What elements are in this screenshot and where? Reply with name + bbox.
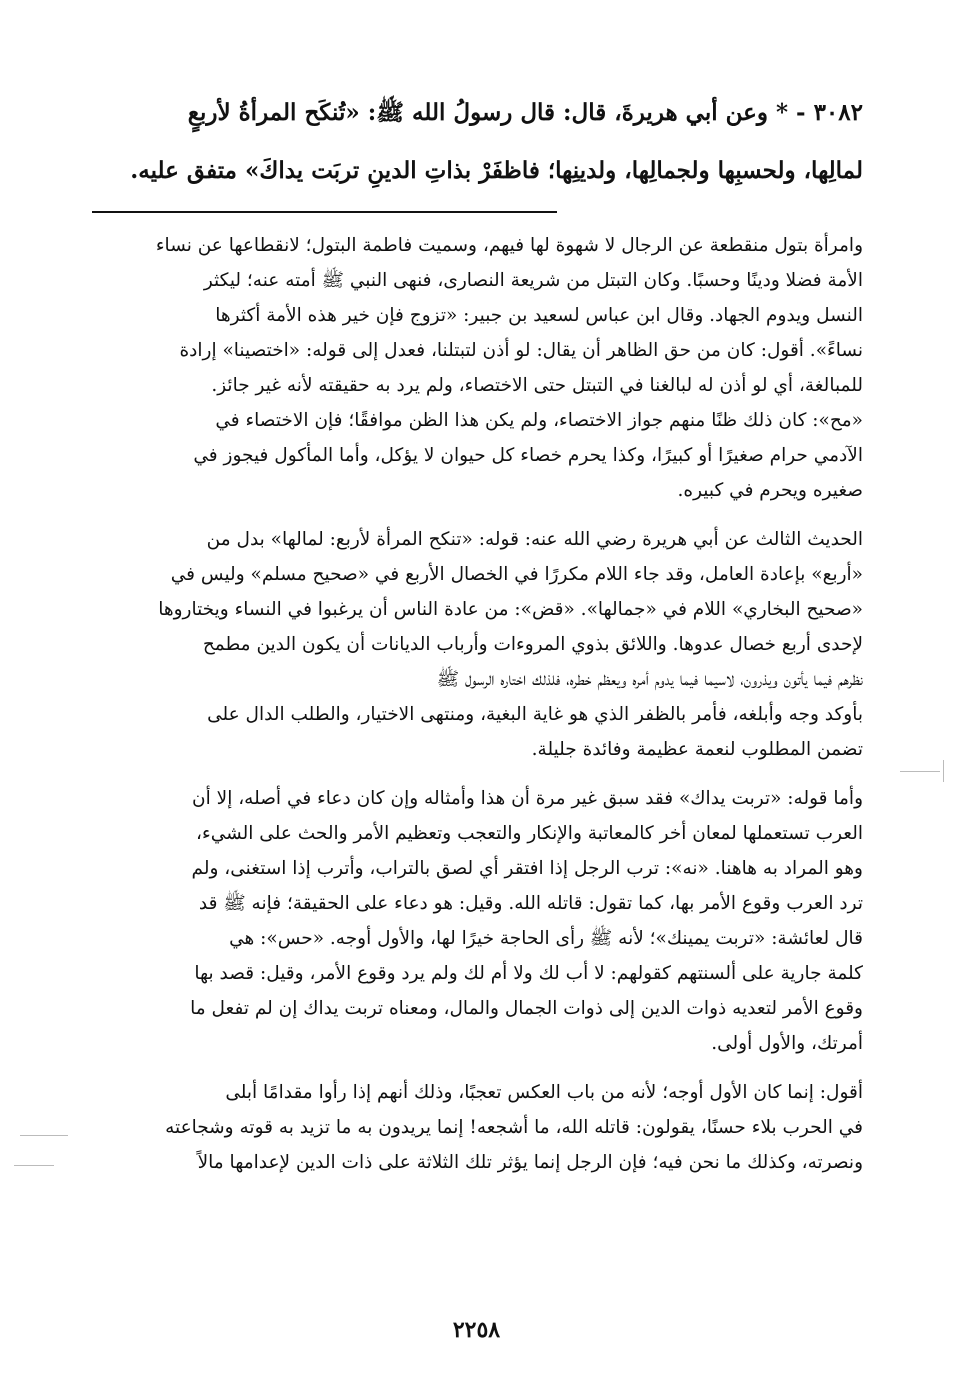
- text-line: الأمة فضلا ودينًا وحسبًا. وكان التبتل من شريعة النصارى، فنهى النبي ﷺ أمته عنه؛ ليكثر: [203, 270, 863, 291]
- text-line: الحديث الثالث عن أبي هريرة رضي الله عنه: قوله: «تنكح المرأة لأربع: لمالها» بدل من: [206, 529, 863, 550]
- text-line: وامرأة بتول منقطعة عن الرجال لا شهوة لها فيهم، وسميت فاطمة البتول؛ لانقطاعها عن نساء: [155, 235, 863, 256]
- text-line: وهو المراد به هاهنا. «نه»: ترب الرجل إذا افتقر أي لصق بالتراب، وأترب إذا استغنى، ولم: [191, 858, 863, 879]
- text-line: بأوكد وجه وأبلغه، فأمر بالظفر الذي هو غاية البغية، ومنتهى الاختيار، والطلب الدال على: [207, 704, 863, 725]
- commentary-paragraph: [92, 781, 863, 1061]
- footnote-divider: [92, 211, 557, 213]
- text-line: نظرهم فيما يأتون ويذرون، لاسيما فيما يدوم أمره ويعظم خطره، فلذلك اختاره الرسول ﷺ: [436, 669, 863, 690]
- text-line: «مح»: كان ذلك ظنًا منهم جواز الاختصاء، ولم يكن هذا الظن موافقًا؛ فإن الاختصاء في: [215, 410, 863, 431]
- text-line: النسل ويدوم الجهاد. وقال ابن عباس لسعيد بن جبير: «تزوج فإن خير هذه الأمة أكثرها: [215, 305, 863, 326]
- hadith-line: لمالِها، ولحسبِها ولجمالِها، ولدينِها؛ فاظفَرْ بذاتِ الدينِ تربَت يداكَ» متفق عليه.: [130, 157, 863, 184]
- text-line: «أربع» بإعادة العامل، وقد جاء اللام مكررًا في الخصال الأربع في «صحيح مسلم» وليس في: [170, 564, 863, 585]
- text-line: كلمة جارية على ألسنتهم كقولهم: لا أب لك ولا أم لك ولم يرد وقوع الأمر، وقيل: قصد بها: [194, 963, 863, 984]
- scan-artifact-tick: [943, 760, 944, 782]
- scan-artifact-mark: [900, 771, 940, 772]
- text-line: «صحيح البخاري» اللام في «جمالها». «قض»: من عادة الناس أن يرغبوا في النساء ويختاروها: [158, 599, 863, 620]
- commentary-paragraph: [92, 228, 863, 508]
- text-line: ترد العرب وقوع الأمر بها، كما تقول: قاتله الله. وقيل: هو دعاء على الحقيقة؛ فإنه ﷺ قد: [198, 893, 863, 914]
- text-line: للمبالغة، أي لو أذن له لبالغنا في التبتل حتى الاختصاء، ولم يرد به حقيقته لأنه غير جائز.: [211, 375, 863, 396]
- scan-artifact-mark: [14, 1165, 54, 1166]
- scan-artifact-mark: [20, 1135, 68, 1136]
- text-line: نساءً». أقول: كان من حق الظاهر أن يقال: لو أذن لتبتلنا، فعدل إلى قوله: «اختصينا» إرادة: [179, 340, 863, 361]
- text-line: تضمن المطلوب لنعمة عظيمة وفائدة جليلة.: [531, 739, 863, 760]
- text-line: الآدمي حرام صغيرًا أو كبيرًا، وكذا يحرم خصاء كل حيوان لا يؤكل، وأما المأكول فيجوز في: [193, 445, 863, 466]
- commentary-paragraph: [92, 1075, 863, 1180]
- text-line: لإحدى أربع خصال عدوها. واللائق بذوي المروءات وأرباب الديانات أن يكون الدين مطمح: [202, 634, 863, 655]
- text-line: أقول: إنما كان الأول أوجه؛ لأنه من باب العكس تعجبًا، وذلك أنهم إذا رأوا مقدامًا أبلى: [225, 1082, 863, 1103]
- text-line: العرب تستعملها لمعان أخر كالمعاتبة والإنكار والتعجب وتعظيم الأمر والحث على الشيء،: [196, 823, 863, 844]
- text-line: قال لعائشة: «تربت يمينك»؛ لأنه ﷺ رأى الحاجة خيرًا لها، والأول أوجه. «حس»: هي: [229, 928, 863, 949]
- hadith-text: [92, 84, 863, 200]
- text-line: في الحرب بلاء حسنًا، يقولون: قاتله الله، ما أشجعه! إنما يريدون به ما تزيد به قوته وشجاعته: [165, 1117, 863, 1138]
- text-line: وقوع الأمر لتعديه ذوات الدين إلى ذوات الجمال والمال، ومعناه تربت يداك إن لم تفعل ما: [190, 998, 863, 1019]
- text-line: صغيره ويحرم في كبيره.: [677, 480, 863, 501]
- page-number: ٢٢٥٨: [452, 1317, 501, 1343]
- text-line: وأما قوله: «تربت يداك» فقد سبق غير مرة أن هذا وأمثاله وإن كان دعاء في أصله، إلا أن: [192, 788, 863, 809]
- text-line: أمرتك، والأول أولى.: [711, 1033, 863, 1054]
- text-line: ونصرته، وكذلك ما نحن فيه؛ فإن الرجل إنما يؤثر تلك الثلاثة على ذات الدين لإعدامها مالاً: [197, 1152, 863, 1173]
- commentary-text: [92, 228, 863, 1194]
- hadith-line: ٣٠٨٢ - * وعن أبي هريرةَ، قال: قال رسولُ الله ﷺ: «تُنكَح المرأةُ لأربعٍ: [187, 99, 863, 126]
- commentary-paragraph: [92, 522, 863, 767]
